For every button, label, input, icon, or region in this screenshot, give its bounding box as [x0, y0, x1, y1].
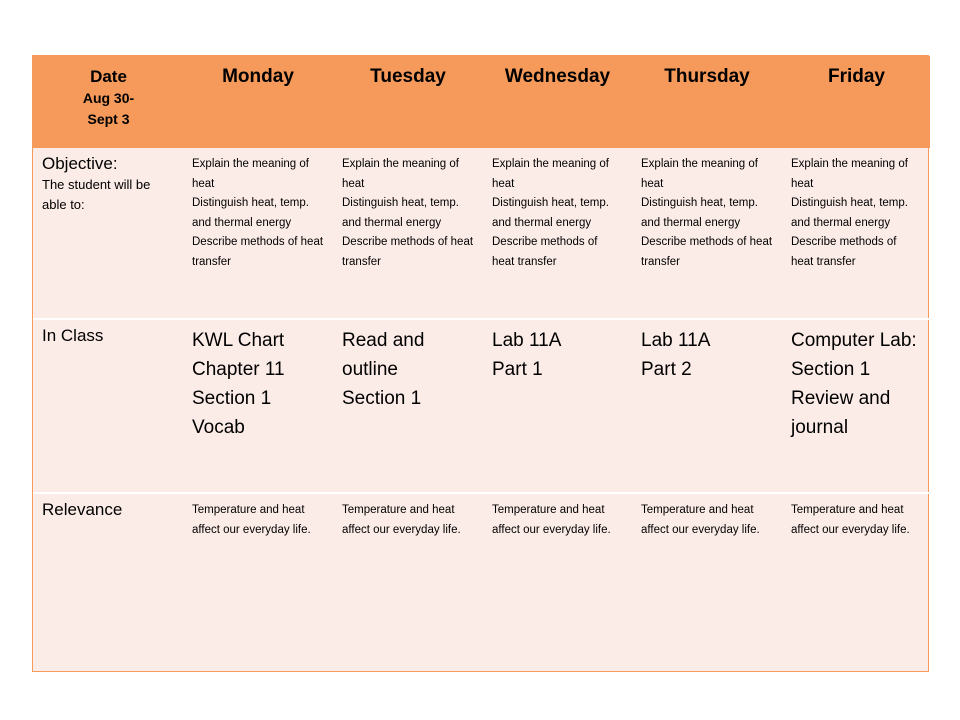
relevance-friday: Temperature and heat affect our everyday life. — [781, 492, 930, 673]
date-header-title: Date — [90, 67, 127, 86]
objective-friday: Explain the meaning of heat Distinguish heat, temp. and thermal energy Describe methods of heat transfer — [791, 158, 908, 268]
day-header-thursday: Thursday — [631, 56, 781, 148]
relevance-monday: Temperature and heat affect our everyday life. — [182, 492, 332, 673]
objective-tuesday: Explain the meaning of heat Distinguish heat, temp. and thermal energy Describe methods of heat transfer — [342, 158, 474, 268]
objective-sublabel: The student will be able to: — [42, 177, 151, 212]
relevance-tuesday: Temperature and heat affect our everyday life. — [332, 492, 482, 673]
relevance-thursday: Temperature and heat affect our everyday life. — [631, 492, 781, 673]
relevance-row-label: Relevance — [33, 492, 182, 673]
in-class-monday: KWL Chart Chapter 11 Section 1 Vocab — [182, 318, 332, 492]
day-header-tuesday: Tuesday — [332, 56, 482, 148]
date-header — [33, 56, 182, 148]
in-class-wednesday: Lab 11A Part 1 — [482, 318, 631, 492]
day-header-wednesday: Wednesday — [482, 56, 631, 148]
relevance-wednesday: Temperature and heat affect our everyday life. — [482, 492, 631, 673]
weekly-schedule-table — [32, 55, 929, 672]
in-class-thursday: Lab 11A Part 2 — [631, 318, 781, 492]
day-header-monday: Monday — [182, 56, 332, 148]
objective-label: Objective: — [42, 154, 118, 173]
objective-row-label — [33, 148, 182, 318]
objective-monday: Explain the meaning of heat Distinguish heat, temp. and thermal energy Describe methods of heat transfer — [192, 158, 324, 268]
objective-wednesday: Explain the meaning of heat Distinguish heat, temp. and thermal energy Describe methods of heat transfer — [492, 158, 609, 268]
in-class-tuesday: Read and outline Section 1 — [332, 318, 482, 492]
objective-thursday: Explain the meaning of heat Distinguish heat, temp. and thermal energy Describe methods of heat transfer — [641, 158, 773, 268]
in-class-friday: Computer Lab: Section 1 Review and journal — [781, 318, 930, 492]
date-header-range: Aug 30- Sept 3 — [82, 90, 135, 127]
in-class-row-label: In Class — [33, 318, 182, 492]
day-header-friday: Friday — [781, 56, 930, 148]
